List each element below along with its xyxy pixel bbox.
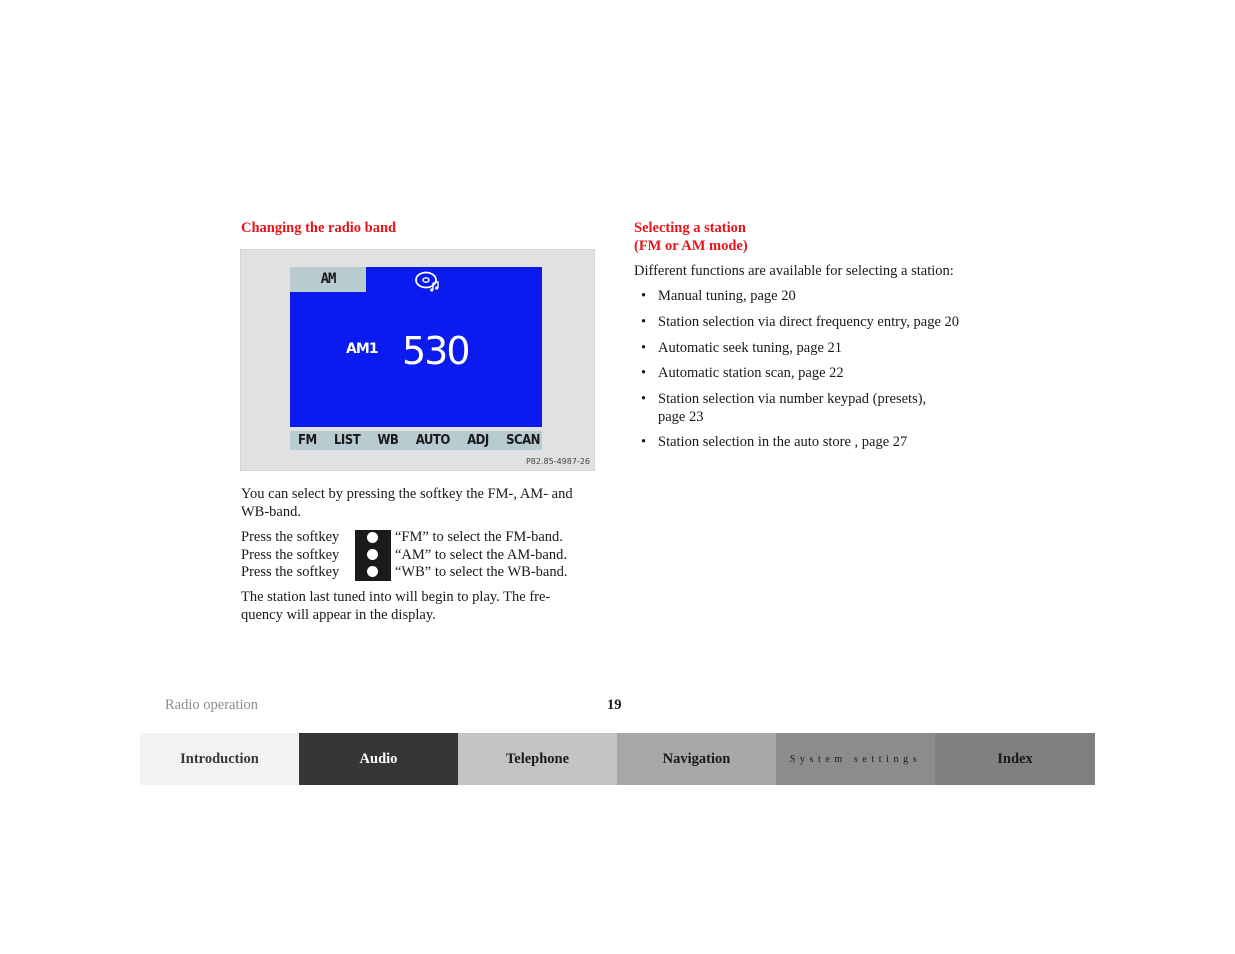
softkey-line-am — [241, 547, 567, 565]
list-item: • Station selection in the auto store , page 27 — [634, 434, 1034, 452]
station-selection-list — [634, 288, 1034, 460]
radio-display-figure — [240, 249, 595, 471]
section-heading-selecting-station: Selecting a station — [634, 220, 746, 236]
footer-section-label: Radio operation — [165, 697, 259, 713]
softkey-dot-icon — [367, 549, 378, 560]
list-item: • Manual tuning, page 20 — [634, 288, 1034, 306]
softkey-line-fm — [241, 529, 563, 547]
figure-code: P82.85-4987-26 — [525, 457, 590, 466]
softkey-line-text: “FM” to select the FM-band. — [395, 529, 563, 545]
section-heading-radio-band: Changing the radio band — [241, 220, 397, 236]
softkey-auto: AUTO — [415, 433, 450, 448]
tab-introduction[interactable]: Introduction — [140, 733, 299, 785]
band-tab-label: AM — [290, 267, 366, 292]
last-station-line-2: quency will appear in the display. — [241, 607, 436, 623]
softkey-line-wb — [241, 564, 568, 582]
softkey-fm: FM — [298, 433, 317, 448]
selecting-intro: Different functions are available for selecting a station: — [634, 263, 954, 279]
softkey-scan: SCAN — [506, 433, 540, 448]
list-item: • Station selection via direct frequency entry, page 20 — [634, 314, 1034, 332]
softkey-line-text: “AM” to select the AM-band. — [395, 547, 567, 563]
softkey-line-text: Press the softkey — [241, 529, 340, 545]
intro-paragraph: You can select by pressing the softkey the FM-, AM- and WB-band. — [241, 486, 573, 520]
softkey-dot-icon — [367, 532, 378, 543]
tab-system-settings[interactable]: System settings — [776, 733, 935, 785]
tab-telephone[interactable]: Telephone — [458, 733, 617, 785]
tab-navigation[interactable]: Navigation — [617, 733, 776, 785]
softkey-adj: ADJ — [467, 433, 489, 448]
tab-audio[interactable]: Audio — [299, 733, 458, 785]
softkey-buttons-icon — [355, 530, 391, 581]
softkey-line-text: Press the softkey — [241, 547, 340, 563]
tab-index[interactable]: Index — [935, 733, 1095, 785]
softkey-bar — [290, 431, 542, 450]
cd-music-icon — [414, 270, 442, 292]
list-item — [634, 391, 1034, 426]
softkey-wb: WB — [377, 433, 399, 448]
softkey-line-text: Press the softkey — [241, 564, 340, 580]
list-item-text: page 23 — [658, 408, 704, 425]
last-station-line-1: The station last tuned into will begin to play. The fre- — [241, 589, 551, 605]
softkey-line-text: “WB” to select the WB-band. — [395, 564, 568, 580]
list-item: • Automatic seek tuning, page 21 — [634, 340, 1034, 358]
list-item: • Automatic station scan, page 22 — [634, 365, 1034, 383]
chapter-tab-bar — [140, 733, 1095, 785]
softkey-list: LIST — [333, 433, 361, 448]
softkey-dot-icon — [367, 566, 378, 577]
frequency-readout: 530 — [402, 329, 469, 373]
preset-label: AM1 — [346, 341, 378, 357]
radio-screen — [290, 267, 542, 427]
page-number: 19 — [607, 697, 622, 713]
section-subheading-mode: (FM or AM mode) — [634, 238, 748, 254]
list-item-text: Station selection via number keypad (presets), — [658, 391, 927, 408]
